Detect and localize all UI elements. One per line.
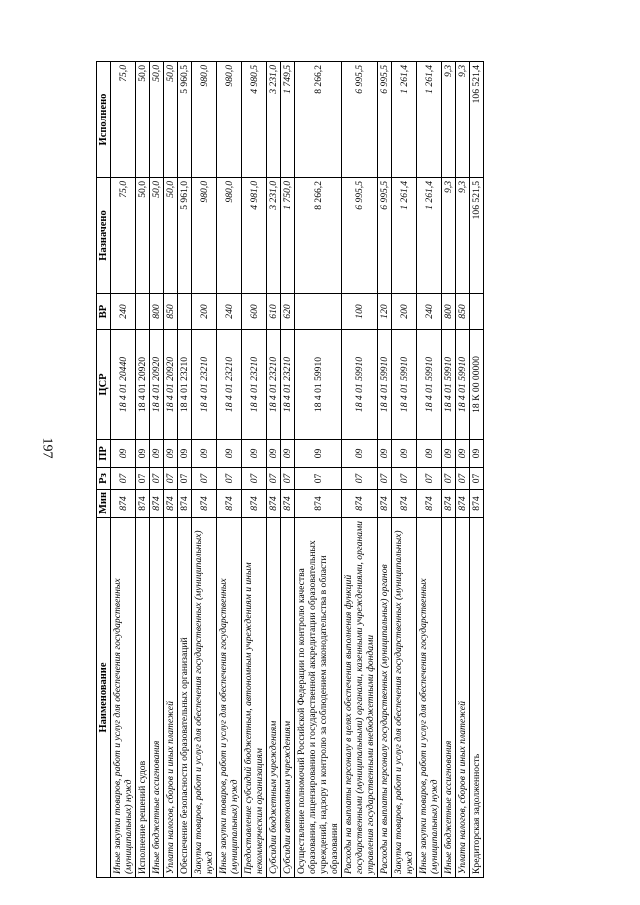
cell-name: Иные бюджетные ассигнования: [150, 518, 164, 878]
cell-rz: 07: [295, 468, 342, 490]
cell-executed: 4 980,5: [242, 62, 267, 178]
cell-pr: 09: [267, 440, 281, 468]
rotated-table-container: [96, 62, 556, 878]
cell-pr: 09: [242, 440, 267, 468]
cell-assigned: 1 750,0: [281, 178, 295, 294]
cell-vr: [470, 294, 484, 330]
table-row: [281, 62, 295, 878]
cell-vr: 600: [242, 294, 267, 330]
table-row: [242, 62, 267, 878]
table-row: [178, 62, 192, 878]
cell-vr: 120: [378, 294, 392, 330]
cell-csr: 18 4 01 23210: [267, 330, 281, 440]
table-row: [192, 62, 217, 878]
table-row: [392, 62, 417, 878]
cell-pr: 09: [150, 440, 164, 468]
header-min: Мин: [97, 490, 111, 518]
cell-min: 874: [470, 490, 484, 518]
cell-pr: 09: [217, 440, 242, 468]
cell-vr: 200: [392, 294, 417, 330]
cell-vr: 850: [164, 294, 178, 330]
cell-rz: 07: [267, 468, 281, 490]
cell-rz: 07: [342, 468, 378, 490]
cell-assigned: 9,3: [442, 178, 456, 294]
cell-executed: 50,0: [164, 62, 178, 178]
cell-min: 874: [378, 490, 392, 518]
cell-rz: 07: [442, 468, 456, 490]
cell-rz: 07: [456, 468, 470, 490]
cell-assigned: 1 261,4: [417, 178, 442, 294]
cell-csr: 18 4 01 20920: [136, 330, 150, 440]
cell-executed: 106 521,4: [470, 62, 484, 178]
cell-name: Иные закупки товаров, работ и услуг для обеспечения государственных (муниципальных) нужд: [111, 518, 136, 878]
cell-pr: 09: [136, 440, 150, 468]
cell-assigned: 1 261,4: [392, 178, 417, 294]
cell-min: 874: [178, 490, 192, 518]
table-row: [442, 62, 456, 878]
cell-executed: 6 995,5: [378, 62, 392, 178]
cell-csr: 18 4 01 59910: [378, 330, 392, 440]
cell-assigned: 3 231,0: [267, 178, 281, 294]
cell-csr: 18 4 01 59910: [442, 330, 456, 440]
cell-assigned: 5 961,0: [178, 178, 192, 294]
cell-pr: 09: [164, 440, 178, 468]
cell-rz: 07: [392, 468, 417, 490]
table-row: [342, 62, 378, 878]
cell-assigned: 980,0: [217, 178, 242, 294]
cell-csr: 18 4 01 23210: [217, 330, 242, 440]
cell-name: Субсидии бюджетным учреждениям: [267, 518, 281, 878]
cell-name: Предоставление субсидий бюджетным, автономным учреждениям и иным некоммерческим организациям: [242, 518, 267, 878]
cell-rz: 07: [217, 468, 242, 490]
cell-pr: 09: [192, 440, 217, 468]
cell-name: Обеспечение безопасности образовательных организаций: [178, 518, 192, 878]
table-row: [456, 62, 470, 878]
cell-name: Исполнение решений судов: [136, 518, 150, 878]
header-name: Наименование: [97, 518, 111, 878]
cell-min: 874: [281, 490, 295, 518]
cell-rz: 07: [192, 468, 217, 490]
cell-min: 874: [136, 490, 150, 518]
header-rz: Рз: [97, 468, 111, 490]
cell-vr: 800: [150, 294, 164, 330]
cell-name: Уплата налогов, сборов и иных платежей: [456, 518, 470, 878]
cell-min: 874: [442, 490, 456, 518]
table-row: [267, 62, 281, 878]
cell-min: 874: [417, 490, 442, 518]
cell-vr: 240: [111, 294, 136, 330]
cell-min: 874: [242, 490, 267, 518]
cell-name: Расходы на выплаты персоналу государственных (муниципальных) органов: [378, 518, 392, 878]
cell-assigned: 4 981,0: [242, 178, 267, 294]
cell-csr: 18 4 01 20920: [150, 330, 164, 440]
table-row: [136, 62, 150, 878]
cell-assigned: 75,0: [111, 178, 136, 294]
cell-csr: 18 4 01 23210: [178, 330, 192, 440]
cell-rz: 07: [378, 468, 392, 490]
cell-executed: 980,0: [217, 62, 242, 178]
table-header-row: [97, 62, 111, 878]
cell-assigned: 9,3: [456, 178, 470, 294]
cell-vr: 240: [217, 294, 242, 330]
cell-vr: 240: [417, 294, 442, 330]
cell-min: 874: [456, 490, 470, 518]
cell-vr: [178, 294, 192, 330]
cell-pr: 09: [456, 440, 470, 468]
cell-vr: 100: [342, 294, 378, 330]
cell-csr: 18 4 01 20920: [164, 330, 178, 440]
header-assigned: Назначено: [97, 178, 111, 294]
cell-pr: 09: [392, 440, 417, 468]
cell-csr: 18 4 01 20440: [111, 330, 136, 440]
cell-pr: 09: [178, 440, 192, 468]
cell-min: 874: [192, 490, 217, 518]
cell-name: Кредиторская задолженность: [470, 518, 484, 878]
cell-rz: 07: [242, 468, 267, 490]
cell-assigned: 50,0: [136, 178, 150, 294]
cell-min: 874: [217, 490, 242, 518]
cell-name: Субсидии автономным учреждениям: [281, 518, 295, 878]
cell-assigned: 6 995,5: [378, 178, 392, 294]
cell-executed: 6 995,5: [342, 62, 378, 178]
header-csr: ЦСР: [97, 330, 111, 440]
cell-pr: 09: [442, 440, 456, 468]
cell-assigned: 980,0: [192, 178, 217, 294]
cell-pr: 09: [378, 440, 392, 468]
cell-vr: [136, 294, 150, 330]
table-row: [378, 62, 392, 878]
cell-pr: 09: [295, 440, 342, 468]
cell-executed: 3 231,0: [267, 62, 281, 178]
cell-rz: 07: [164, 468, 178, 490]
cell-csr: 18 4 01 59910: [417, 330, 442, 440]
cell-rz: 07: [281, 468, 295, 490]
cell-name: Закупка товаров, работ и услуг для обеспечения государственных (муниципальных) нужд: [392, 518, 417, 878]
cell-vr: [295, 294, 342, 330]
table-row: [150, 62, 164, 878]
cell-csr: 18 4 01 23210: [281, 330, 295, 440]
page-number: 197: [39, 437, 55, 459]
cell-assigned: 8 266,2: [295, 178, 342, 294]
cell-name: Осуществление полномочий Российской Федерации по контролю качества образования, лицензированию и государственной аккредитации образовательных учреждений, надзору и контролю за соблюдением законодательства в области образования: [295, 518, 342, 878]
cell-executed: 1 261,4: [392, 62, 417, 178]
header-executed: Исполнено: [97, 62, 111, 178]
cell-csr: 18 4 01 23210: [242, 330, 267, 440]
cell-min: 874: [295, 490, 342, 518]
header-pr: ПР: [97, 440, 111, 468]
cell-rz: 07: [470, 468, 484, 490]
cell-min: 874: [111, 490, 136, 518]
cell-csr: 18 4 01 59910: [456, 330, 470, 440]
cell-name: Расходы на выплаты персоналу в целях обеспечения выполнения функций государственными (муниципальными) органами, казенными учреждениями, органами управления государственными внебюджетными фондами: [342, 518, 378, 878]
cell-pr: 09: [342, 440, 378, 468]
cell-csr: 18 4 01 59910: [295, 330, 342, 440]
cell-min: 874: [342, 490, 378, 518]
cell-name: Уплата налогов, сборов и иных платежей: [164, 518, 178, 878]
budget-table: [96, 61, 484, 878]
table-row: [111, 62, 136, 878]
cell-min: 874: [267, 490, 281, 518]
cell-name: Иные закупки товаров, работ и услуг для обеспечения государственных (муниципальных) нужд: [217, 518, 242, 878]
cell-vr: 610: [267, 294, 281, 330]
cell-executed: 9,3: [442, 62, 456, 178]
cell-pr: 09: [470, 440, 484, 468]
cell-pr: 09: [281, 440, 295, 468]
table-row: [295, 62, 342, 878]
cell-pr: 09: [111, 440, 136, 468]
cell-name: Закупка товаров, работ и услуг для обеспечения государственных (муниципальных) нужд: [192, 518, 217, 878]
cell-min: 874: [150, 490, 164, 518]
cell-executed: 5 960,5: [178, 62, 192, 178]
cell-executed: 50,0: [136, 62, 150, 178]
cell-rz: 07: [136, 468, 150, 490]
cell-executed: 8 266,2: [295, 62, 342, 178]
table-row: [417, 62, 442, 878]
cell-executed: 50,0: [150, 62, 164, 178]
cell-assigned: 106 521,5: [470, 178, 484, 294]
cell-assigned: 50,0: [150, 178, 164, 294]
cell-rz: 07: [417, 468, 442, 490]
cell-vr: 850: [456, 294, 470, 330]
cell-csr: 18 4 01 59910: [392, 330, 417, 440]
cell-rz: 07: [178, 468, 192, 490]
cell-min: 874: [164, 490, 178, 518]
cell-executed: 75,0: [111, 62, 136, 178]
header-vr: ВР: [97, 294, 111, 330]
cell-vr: 800: [442, 294, 456, 330]
cell-name: Иные бюджетные ассигнования: [442, 518, 456, 878]
table-row: [164, 62, 178, 878]
cell-vr: 200: [192, 294, 217, 330]
table-row: [470, 62, 484, 878]
cell-vr: 620: [281, 294, 295, 330]
cell-csr: 18 К 00 00000: [470, 330, 484, 440]
cell-rz: 07: [150, 468, 164, 490]
cell-executed: 9,3: [456, 62, 470, 178]
cell-executed: 980,0: [192, 62, 217, 178]
cell-assigned: 6 995,5: [342, 178, 378, 294]
cell-min: 874: [392, 490, 417, 518]
cell-csr: 18 4 01 23210: [192, 330, 217, 440]
cell-executed: 1 749,5: [281, 62, 295, 178]
cell-name: Иные закупки товаров, работ и услуг для обеспечения государственных (муниципальных) нужд: [417, 518, 442, 878]
cell-assigned: 50,0: [164, 178, 178, 294]
cell-csr: 18 4 01 59910: [342, 330, 378, 440]
cell-rz: 07: [111, 468, 136, 490]
cell-pr: 09: [417, 440, 442, 468]
cell-executed: 1 261,4: [417, 62, 442, 178]
table-row: [217, 62, 242, 878]
